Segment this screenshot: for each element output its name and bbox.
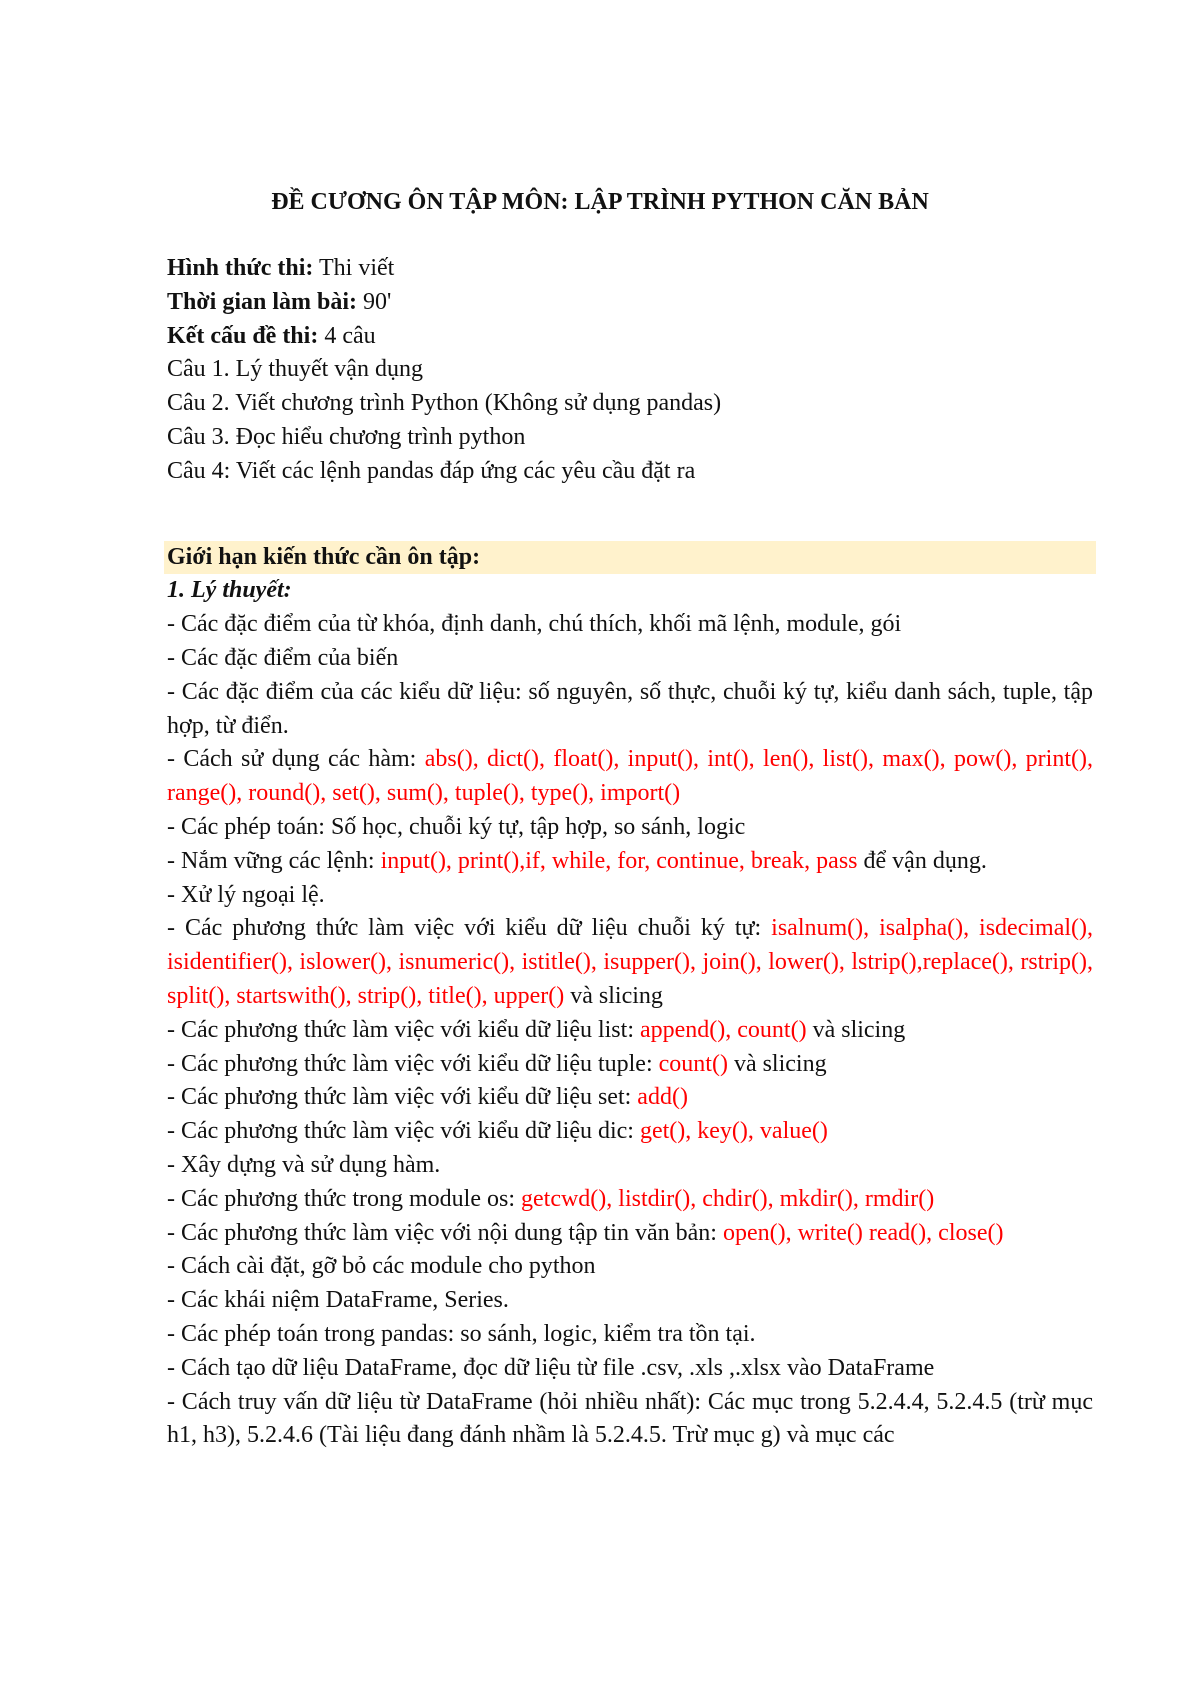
topic-data-types: - Các đặc điểm của các kiểu dữ liệu: số nguyên, số thực, chuỗi ký tự, kiểu danh sách, tuple, tập hợp, từ điển. [167,678,1093,739]
topic-pandas-operators: - Các phép toán trong pandas: so sánh, logic, kiểm tra tồn tại. [167,1320,756,1347]
topic-string-methods-tail: và slicing [564,982,663,1009]
topic-dataframe-concepts: - Các khái niệm DataFrame, Series. [167,1287,509,1314]
topic-keywords: - Các đặc điểm của từ khóa, định danh, chú thích, khối mã lệnh, module, gói [167,611,902,638]
topic-list-methods [167,1014,1093,1048]
topic-builtin-functions [167,743,1093,811]
topic-list-methods-text: - Các phương thức làm việc với kiểu dữ liệu list: [167,1016,640,1043]
topic-dict-methods-text: - Các phương thức làm việc với kiểu dữ liệu dic: [167,1118,640,1145]
topic-module-install: - Cách cài đặt, gỡ bỏ các module cho python [167,1253,596,1280]
topic-set-methods-list: add() [637,1084,688,1111]
topic-functions: - Xây dựng và sử dụng hàm. [167,1151,441,1178]
topic-builtin-functions-list: abs(), dict(), float(), input(), int(), len(), list(), max(), pow(), print(), range(), round(), set(), sum(), tuple(), type(), import() [167,746,1093,807]
exam-question-1: Câu 1. Lý thuyết vận dụng [167,356,423,383]
topic-dataframe-query: - Cách truy vấn dữ liệu từ DataFrame (hỏi nhiều nhất): Các mục trong 5.2.4.4, 5.2.4.5 (trừ mục h1, h3), 5.2.4.6 (Tài liệu đang đánh nhầm là 5.2.4.5. Trừ mục g) và mục các [167,1388,1093,1449]
topic-statements-text: - Nắm vững các lệnh: [167,847,381,874]
topic-set-methods-text: - Các phương thức làm việc với kiểu dữ liệu set: [167,1084,638,1111]
topic-statements-list: input(), print(),if, while, for, continue, break, pass [380,847,858,874]
topic-list-methods-list: append(), count() [639,1016,807,1043]
topic-set-methods [167,1081,1093,1115]
topic-tuple-methods-list: count() [658,1050,728,1077]
exam-format [167,252,1093,286]
topic-file-methods-list: open(), write() read(), close() [722,1219,1004,1246]
topic-list-methods-tail: và slicing [806,1016,906,1043]
section-subheading: 1. Lý thuyết: [167,577,292,604]
exam-format-value: Thi viết [313,255,395,281]
topic-tuple-methods-text: - Các phương thức làm việc với kiểu dữ liệu tuple: [167,1050,659,1077]
topic-statements-tail: để vận dụng. [857,847,987,874]
document-body [167,252,1093,1453]
topic-dict-methods-list: get(), key(), value() [639,1118,828,1145]
topic-os-module-text: - Các phương thức trong module os: [167,1185,521,1212]
topic-operators: - Các phép toán: Số học, chuỗi ký tự, tập hợp, so sánh, logic [167,813,746,840]
topic-statements [167,845,1093,879]
topic-os-module [167,1183,1093,1217]
topic-tuple-methods [167,1048,1093,1082]
exam-structure [167,320,1093,354]
topic-builtin-functions-text: - Cách sử dụng các hàm: [167,746,425,773]
topic-string-methods-text: - Các phương thức làm việc với kiểu dữ liệu chuỗi ký tự: [167,915,772,942]
topic-exceptions: - Xử lý ngoại lệ. [167,881,325,908]
exam-time-value: 90' [357,288,392,315]
exam-question-3: Câu 3. Đọc hiểu chương trình python [167,423,526,450]
exam-question-2: Câu 2. Viết chương trình Python (Không sử dụng pandas) [167,390,722,417]
topic-os-module-list: getcwd(), listdir(), chdir(), mkdir(), rmdir() [521,1185,935,1212]
exam-format-label: Hình thức thi: [167,255,314,281]
topic-string-methods [167,912,1093,1013]
topic-string-methods-list: isalnum(), isalpha(), isdecimal(), isidentifier(), islower(), isnumeric(), istitle(), isupper(), join(), lower(), lstrip(),replace(), rstrip(), split(), startswith(), strip(), title(), upper() [167,915,1093,1009]
exam-structure-value: 4 câu [318,322,376,349]
section-spacer [167,489,1093,541]
topic-file-methods [167,1217,1093,1251]
topic-variables: - Các đặc điểm của biến [167,644,399,671]
topic-dataframe-create: - Cách tạo dữ liệu DataFrame, đọc dữ liệu từ file .csv, .xls ,.xlsx vào DataFrame [167,1354,935,1381]
document-title: ĐỀ CƯƠNG ÔN TẬP MÔN: LẬP TRÌNH PYTHON CĂN BẢN [271,189,929,215]
topic-tuple-methods-tail: và slicing [727,1050,827,1077]
topic-file-methods-text: - Các phương thức làm việc với nội dung tập tin văn bản: [167,1219,723,1246]
exam-question-4: Câu 4: Viết các lệnh pandas đáp ứng các yêu cầu đặt ra [167,457,696,484]
section-heading: Giới hạn kiến thức cần ôn tập: [164,541,1096,575]
exam-time-label: Thời gian làm bài: [167,288,357,315]
exam-structure-label: Kết cấu đề thi: [167,322,319,349]
topic-dict-methods [167,1115,1093,1149]
exam-time [167,286,1093,320]
